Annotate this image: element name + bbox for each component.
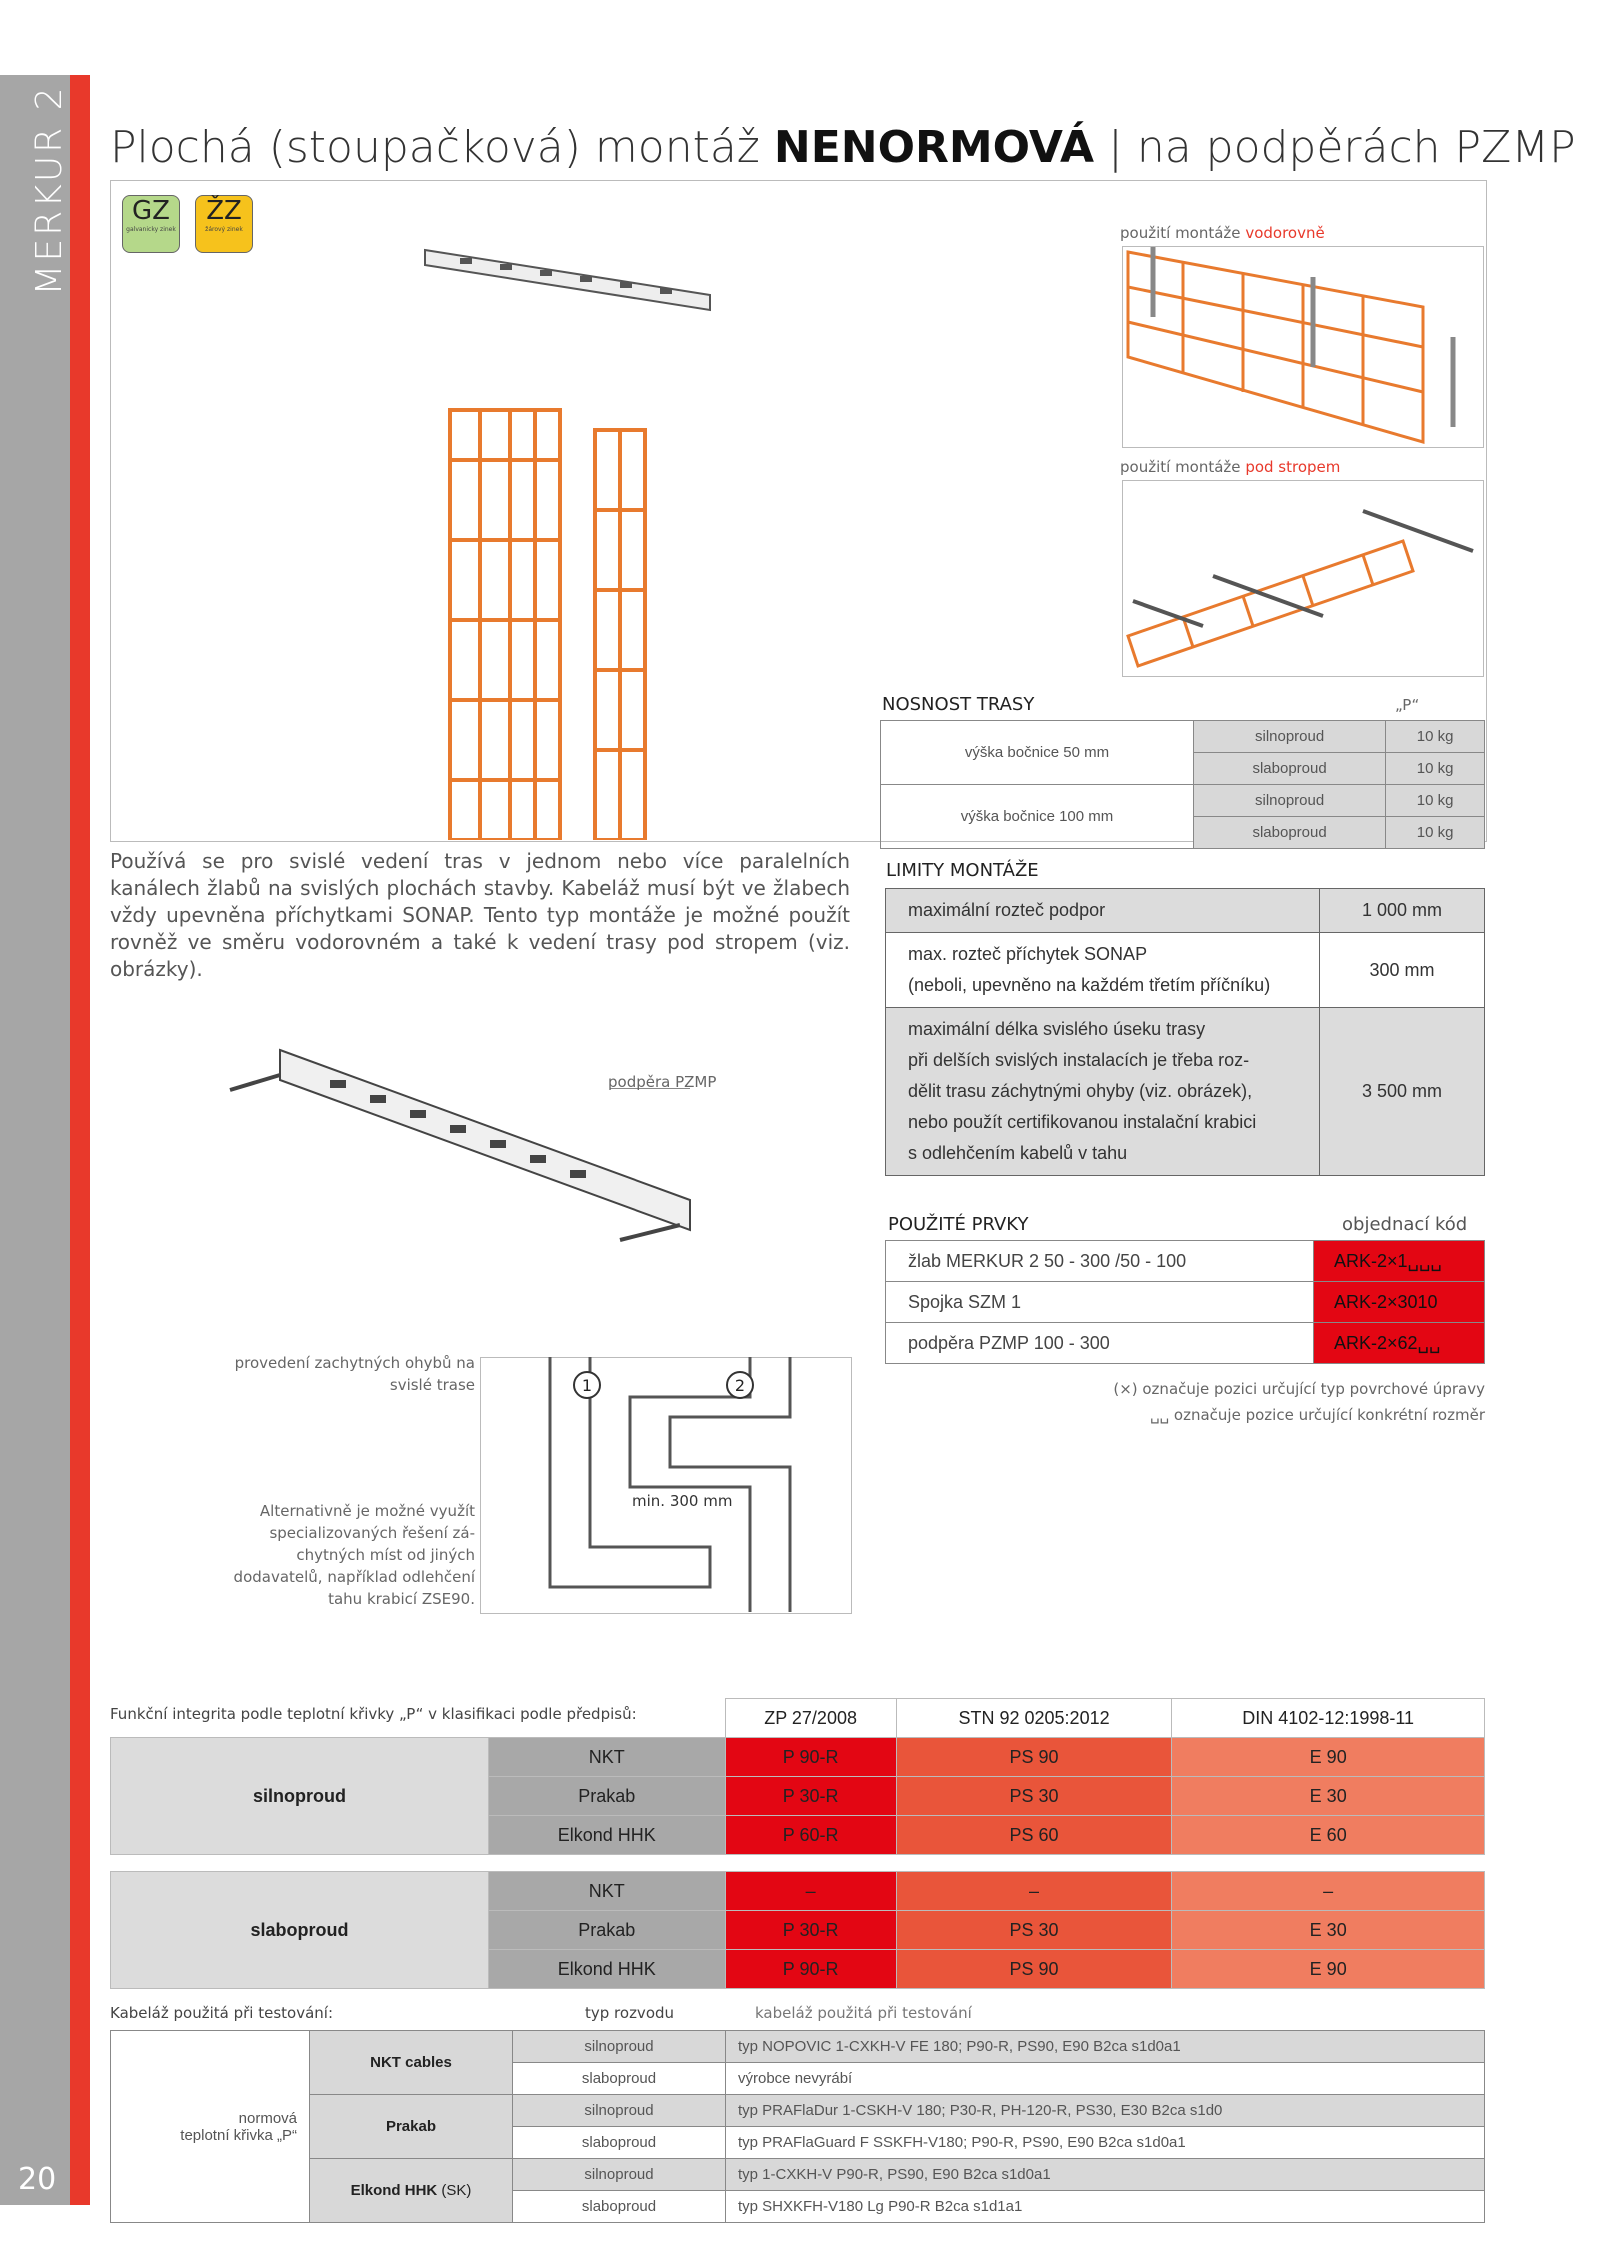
- cabling-row: [111, 2031, 1485, 2063]
- fire-value: P 90-R: [725, 1950, 896, 1989]
- load-value: 10 kg: [1386, 817, 1485, 849]
- cabling-cable: typ SHXKFH-V180 Lg P90-R B2ca s1d1a1: [726, 2191, 1485, 2223]
- cabling-row: [111, 2095, 1485, 2127]
- limit-row: [886, 933, 1485, 1008]
- cabling-row: [111, 2159, 1485, 2191]
- cabling-type: slaboproud: [513, 2127, 726, 2159]
- vertical-tray-illustration: [440, 400, 660, 840]
- fire-col: STN 92 0205:2012: [896, 1699, 1172, 1738]
- limit-value: 300 mm: [1320, 933, 1485, 1008]
- badge-zz-sub: žárový zinek: [205, 226, 243, 233]
- badge-gz: [122, 195, 180, 253]
- fire-value: PS 30: [896, 1911, 1172, 1950]
- fire-value: PS 30: [896, 1777, 1172, 1816]
- bend-1-label: 1: [581, 1376, 593, 1395]
- sidebar-accent: [70, 75, 90, 2205]
- title-bold: NENORMOVÁ: [773, 122, 1095, 173]
- fire-value: P 90-R: [725, 1738, 896, 1777]
- fire-intro: Funkční integrita podle teplotní křivky „P“ v klasifikaci podle předpisů:: [110, 1705, 637, 1723]
- limits-heading: LIMITY MONTÁŽE: [886, 860, 1039, 881]
- horizontal-use-image: [1122, 246, 1484, 448]
- cabling-group-name: NKT cables: [370, 2054, 452, 2071]
- cabling-type: slaboproud: [513, 2063, 726, 2095]
- fire-value: E 30: [1172, 1911, 1485, 1950]
- load-value: 10 kg: [1386, 753, 1485, 785]
- cabling-group-name: Prakab: [385, 2118, 437, 2135]
- load-row: [881, 785, 1485, 817]
- fire-value: P 30-R: [725, 1777, 896, 1816]
- limit-row: [886, 889, 1485, 933]
- cabling-group-name: Elkond HHK: [350, 2182, 438, 2199]
- cabling-heading: Kabeláž použitá při testování:: [110, 2004, 334, 2022]
- fire-cable: Elkond HHK: [489, 1950, 726, 1989]
- part-label: Spojka SZM 1: [886, 1282, 1314, 1323]
- fire-cable: NKT: [489, 1872, 726, 1911]
- cabling-type: silnoproud: [513, 2095, 726, 2127]
- fire-value: E 90: [1172, 1950, 1485, 1989]
- fire-value: PS 60: [896, 1816, 1172, 1855]
- horizontal-caption-a: použití montáže: [1120, 224, 1246, 242]
- load-type: slaboproud: [1194, 753, 1386, 785]
- part-code: ARK-2×1␣␣␣: [1314, 1241, 1485, 1282]
- cabling-group: [310, 2031, 513, 2095]
- load-type: silnoproud: [1194, 721, 1386, 753]
- limit-value: 1 000 mm: [1320, 889, 1485, 933]
- bends-caption: provedení zachytných ohybů na svislé trase: [234, 1354, 475, 1394]
- cabling-type: silnoproud: [513, 2031, 726, 2063]
- limit-label: max. rozteč příchytek SONAP (neboli, upevněno na každém třetím příčníku): [886, 933, 1320, 1008]
- cabling-cable: výrobce nevyrábí: [726, 2063, 1485, 2095]
- support-label: podpěra PZMP: [608, 1073, 717, 1091]
- fire-value: PS 90: [896, 1950, 1172, 1989]
- ceiling-caption-a: použití montáže: [1120, 458, 1246, 476]
- badge-gz-sub: galvanicky zinek: [126, 226, 176, 233]
- badge-zz: [195, 195, 253, 253]
- cabling-table: [110, 2030, 1485, 2223]
- fire-cable: NKT: [489, 1738, 726, 1777]
- ceiling-caption: [1120, 458, 1340, 476]
- part-code: ARK-2×3010: [1314, 1282, 1485, 1323]
- ceiling-caption-b: pod stropem: [1245, 458, 1341, 476]
- fire-value: –: [1172, 1872, 1485, 1911]
- load-value: 10 kg: [1386, 721, 1485, 753]
- fire-table: [110, 1698, 1485, 1989]
- badge-zz-code: ŽZ: [206, 196, 242, 226]
- limit-value: 3 500 mm: [1320, 1008, 1485, 1176]
- cabling-group-suffix: (SK): [437, 2182, 472, 2199]
- description-text: Používá se pro svislé vedení tras v jednom nebo více paralelních kanálech žlabů na svislých plochách stavby. Kabeláž musí být ve žlabech vždy upevněna příchytkami SONAP. Tento typ montáže je možné použít rovněž ve směru vodorovném a také k vedení trasy pod stropem (viz. obrázky).: [110, 849, 850, 981]
- cabling-curve: normová teplotní křivka „P“: [111, 2031, 310, 2223]
- part-label: podpěra PZMP 100 - 300: [886, 1323, 1314, 1364]
- fire-value: E 30: [1172, 1777, 1485, 1816]
- fire-col: ZP 27/2008: [725, 1699, 896, 1738]
- fire-cable: Prakab: [489, 1777, 726, 1816]
- parts-note-2: ␣␣ označuje pozice určující konkrétní rozměr: [1150, 1406, 1485, 1424]
- title-rest: | na podpěrách PZMP: [1094, 122, 1576, 173]
- sidebar-title: MERKUR 2: [29, 84, 70, 296]
- page-number: 20: [18, 2162, 57, 2197]
- cabling-group: [310, 2159, 513, 2223]
- badge-gz-code: GZ: [132, 196, 170, 226]
- load-row: [881, 721, 1485, 753]
- cabling-cable: typ PRAFlaDur 1-CSKH-V 180; P30-R, PH-120-R, PS30, E30 B2ca s1d0: [726, 2095, 1485, 2127]
- load-type: silnoproud: [1194, 785, 1386, 817]
- fire-group: silnoproud: [111, 1738, 489, 1855]
- bend-2-label: 2: [734, 1376, 746, 1395]
- cabling-type: silnoproud: [513, 2159, 726, 2191]
- horizontal-caption: [1120, 224, 1325, 242]
- fire-header-row: [111, 1699, 1485, 1738]
- alternative-caption: Alternativně je možné využít specializovaných řešení zá-chytných míst od jiných dodavatelů, například odlehčení tahu krabicí ZSE90.: [233, 1502, 475, 1608]
- load-table: [880, 720, 1485, 849]
- part-code: ARK-2×62␣␣: [1314, 1323, 1485, 1364]
- parts-code-heading: objednací kód: [1342, 1214, 1468, 1235]
- fire-cable: Prakab: [489, 1911, 726, 1950]
- title-normal: Plochá (stoupačková) montáž: [110, 122, 774, 173]
- horizontal-caption-b: vodorovně: [1245, 224, 1325, 242]
- cabling-cable: typ PRAFlaGuard F SSKFH-V180; P90-R, PS90, E90 B2ca s1d0a1: [726, 2127, 1485, 2159]
- cabling-cable: typ NOPOVIC 1-CXKH-V FE 180; P90-R, PS90, E90 B2ca s1d0a1: [726, 2031, 1485, 2063]
- support-pzmp-illustration: [220, 1030, 720, 1260]
- fire-value: P 30-R: [725, 1911, 896, 1950]
- ceiling-use-image: [1122, 480, 1484, 677]
- cabling-col-cable: kabeláž použitá při testování: [755, 2004, 972, 2022]
- part-row: [886, 1282, 1485, 1323]
- fire-group: slaboproud: [111, 1872, 489, 1989]
- cabling-group: [310, 2095, 513, 2159]
- cabling-col-type: typ rozvodu: [585, 2004, 675, 2022]
- parts-heading: POUŽITÉ PRVKY: [888, 1214, 1029, 1235]
- fire-value: E 60: [1172, 1816, 1485, 1855]
- part-label: žlab MERKUR 2 50 - 300 /50 - 100: [886, 1241, 1314, 1282]
- fire-row: [111, 1738, 1485, 1777]
- load-value: 10 kg: [1386, 785, 1485, 817]
- bends-diagram: [480, 1357, 850, 1612]
- part-row: [886, 1241, 1485, 1282]
- fire-cable: Elkond HHK: [489, 1816, 726, 1855]
- page-title: [110, 122, 1576, 173]
- limit-label: maximální délka svislého úseku trasy při delších svislých instalacích je třeba roz- dělit trasu záchytnými ohyby (viz. obrázek), nebo použít certifikovanou instalační krabici s odlehčením kabelů v tahu: [886, 1008, 1320, 1176]
- fire-row: [111, 1872, 1485, 1911]
- limit-label: maximální rozteč podpor: [886, 889, 1320, 933]
- load-heading: NOSNOST TRASY: [882, 694, 1035, 715]
- limits-table: [885, 888, 1485, 1176]
- part-row: [886, 1323, 1485, 1364]
- fire-value: P 60-R: [725, 1816, 896, 1855]
- fire-col: DIN 4102-12:1998-11: [1172, 1699, 1485, 1738]
- sidebar-band: [0, 75, 70, 2205]
- parts-table: [885, 1240, 1485, 1364]
- min-distance-label: min. 300 mm: [632, 1492, 733, 1510]
- fire-value: –: [725, 1872, 896, 1911]
- cabling-cable: typ 1-CXKH-V P90-R, PS90, E90 B2ca s1d0a1: [726, 2159, 1485, 2191]
- support-rail-illustration: [420, 240, 720, 320]
- cabling-type: slaboproud: [513, 2191, 726, 2223]
- limit-row: [886, 1008, 1485, 1176]
- fire-value: –: [896, 1872, 1172, 1911]
- load-group-label: výška bočnice 100 mm: [881, 785, 1194, 849]
- fire-value: PS 90: [896, 1738, 1172, 1777]
- load-type: slaboproud: [1194, 817, 1386, 849]
- load-group-label: výška bočnice 50 mm: [881, 721, 1194, 785]
- parts-note-1: (×) označuje pozici určující typ povrchové úpravy: [1113, 1380, 1485, 1398]
- fire-value: E 90: [1172, 1738, 1485, 1777]
- load-column: „P“: [1395, 696, 1420, 714]
